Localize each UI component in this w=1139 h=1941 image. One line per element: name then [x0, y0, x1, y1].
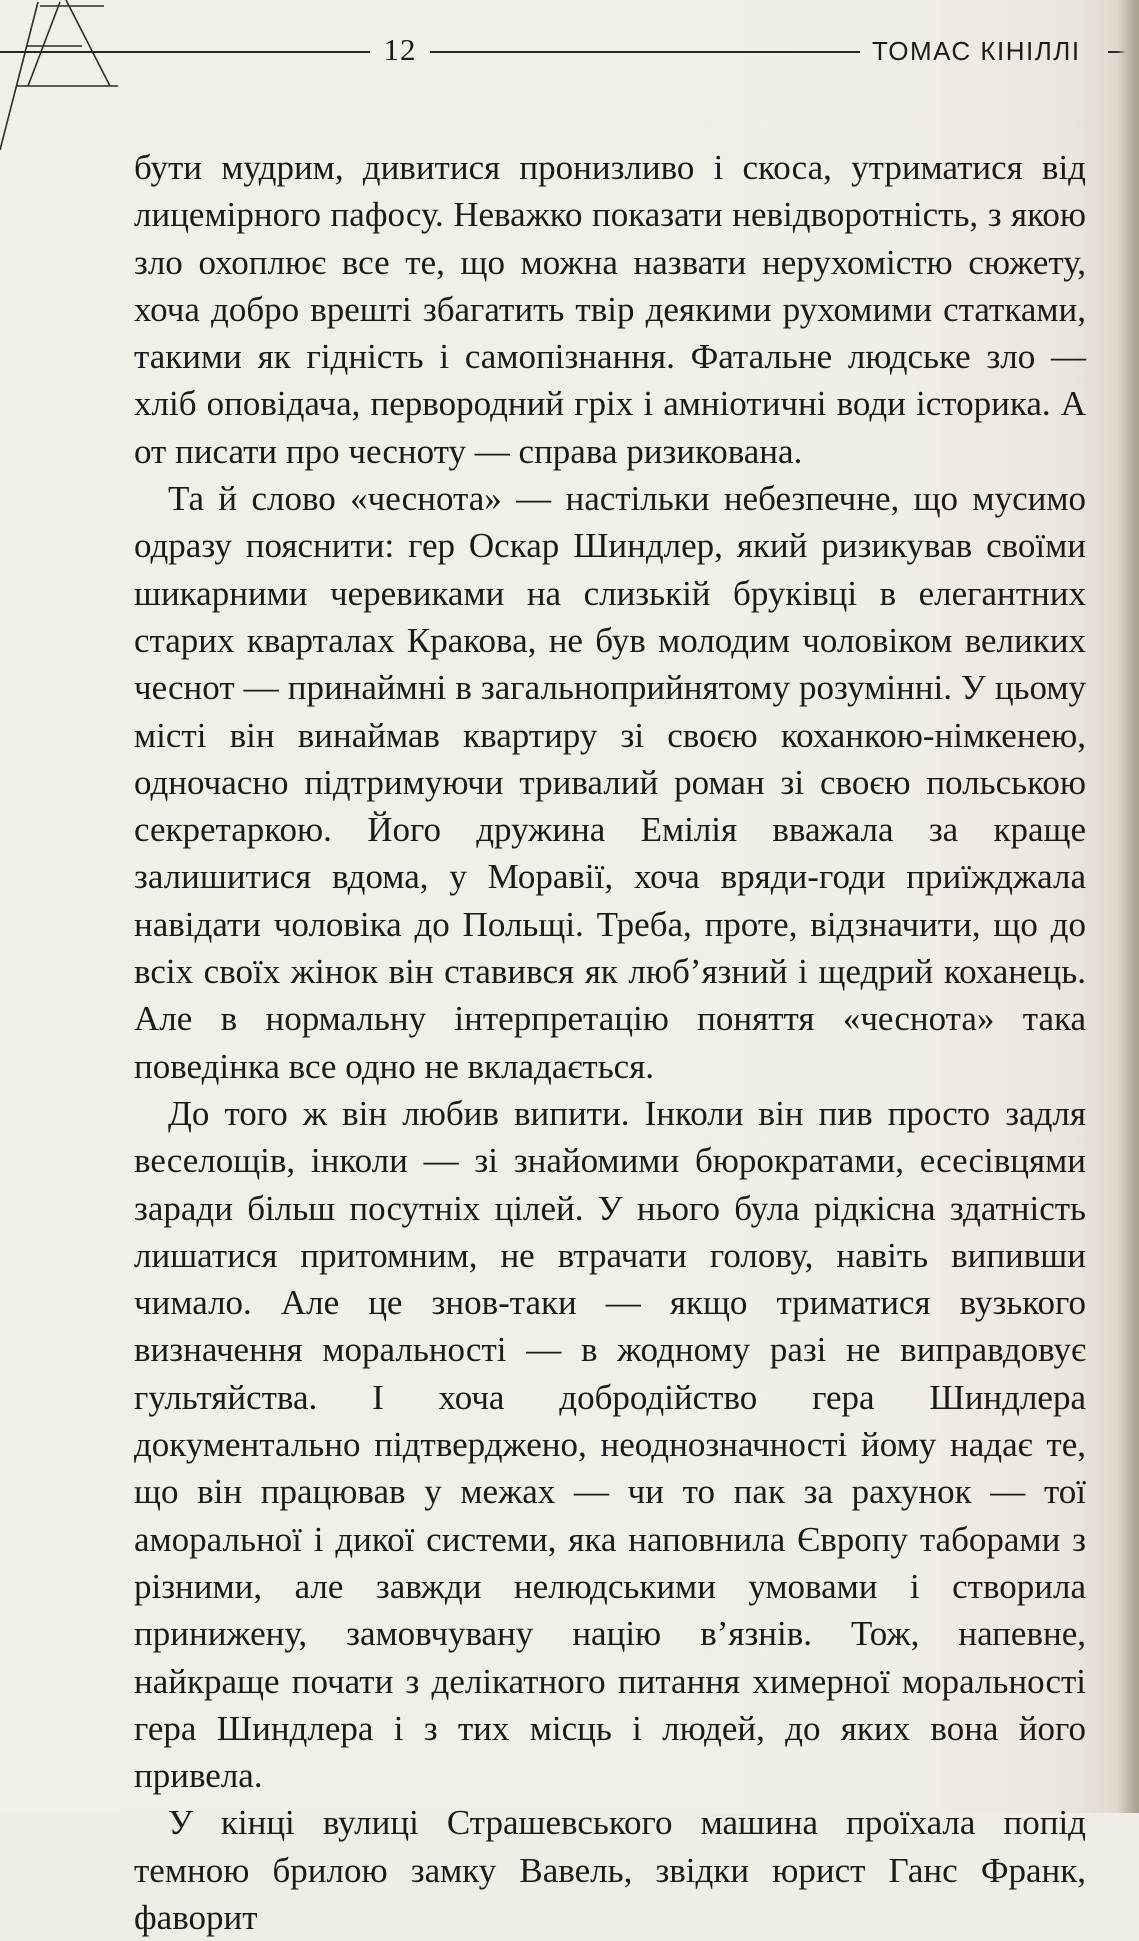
paragraph: До того ж він любив випити. Інколи він пив просто задля веселощів, інколи — зі знайомими бюрократами, есесівцями заради більш посутніх цілей. У нього була рідкісна здатність лишатися притомним, не втрачати голову, навіть випивши чимало. Але це знов-таки — якщо триматися вузького визначення моральності — в жодному разі не виправдовує гультяйства. І хоча добродійство гера Шиндлера документально підтверджено, неоднозначності йому надає те, що він працював у межах — чи то пак за рахунок — тої аморальної і дикої системи, яка наповнила Європу таборами з різними, але завжди нелюдськими умовами і створила принижену, замовчувану націю в’язнів. Тож, напевне, найкраще почати з делікатного питання химерної моральності гера Шиндлера і з тих місць і людей, до яких вона його привела. — [134, 1093, 1086, 1796]
page-number: 12 — [383, 32, 417, 67]
paragraph: У кінці вулиці Страшевського машина проїхала попід темною брилою замку Вавель, звідки юрист Ганс Франк, фаворит — [134, 1803, 1086, 1937]
paragraph: бути мудрим, дивитися пронизливо і скоса, утриматися від лицемірного пафосу. Неважко показати невідворотність, з якою зло охоплює все те, що можна назвати нерухомістю сюжету, хоча добро врешті збагатить твір деякими рухомими статками, такими як гідність і самопізнання. Фатальне людське зло — хліб оповідача, первородний гріх і амніотичні води історика. А от писати про чесноту — справа ризикована. — [134, 148, 1086, 471]
header-rule-left — [0, 51, 370, 53]
body-text — [134, 144, 1086, 1941]
page-header — [0, 20, 1139, 76]
page-edge-shadow — [1117, 0, 1139, 1813]
running-head-author: ТОМАС КІНІЛЛІ — [872, 36, 1081, 66]
paragraph: Та й слово «чеснота» — настільки небезпечне, що мусимо одразу пояснити: гер Оскар Шиндлер, який ризикував своїми шикарними черевиками на слизькій бруківці в елегантних старих кварталах Кракова, не був молодим чоловіком великих чеснот — принаймні в загальноприйнятому розумінні. У цьому місті він винаймав квартиру зі своєю коханкою-німкенею, одночасно підтримуючи тривалий роман зі своєю польською секретаркою. Його дружина Емілія вважала за краще залишитися вдома, у Моравії, хоча вряди-годи приїжджала навідати чоловіка до Польщі. Треба, проте, відзначити, що до всіх своїх жінок він ставився як люб’язний і щедрий коханець. Але в нормальну інтерпретацію поняття «чеснота» така поведінка все одно не вкладається. — [134, 479, 1086, 1086]
header-rule-middle — [430, 51, 860, 53]
